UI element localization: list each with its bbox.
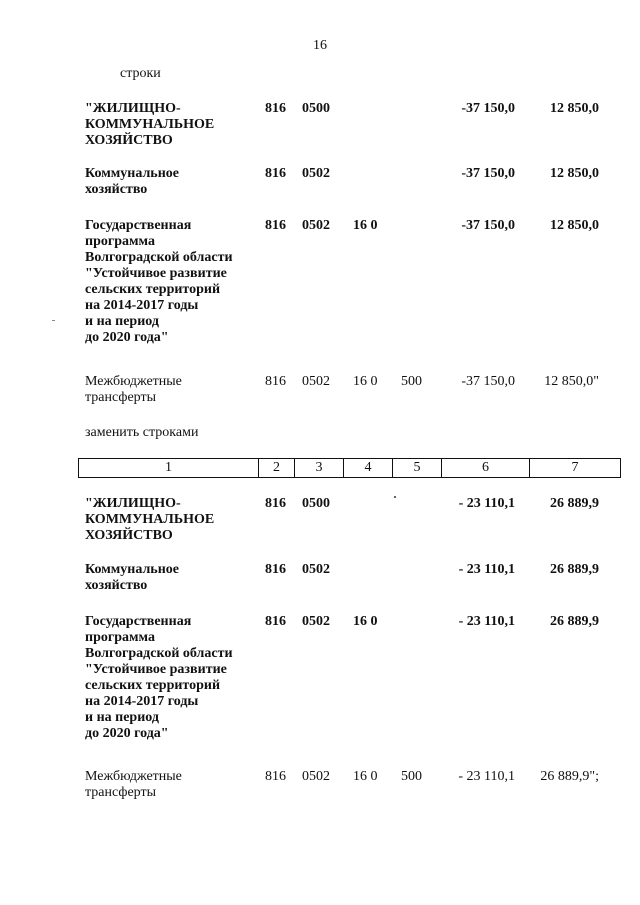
row-total-value: 12 850,0 [550,218,599,233]
column-number-header [78,458,621,478]
margin-mark [52,320,55,321]
row-program: 16 0 [353,218,378,233]
page-number: 16 [313,38,327,53]
row-change-value: - 23 110,1 [458,614,515,629]
row-section: 0500 [302,496,330,511]
row-total-value: 26 889,9 [550,562,599,577]
row-expense-type: 500 [401,769,422,784]
row-ved: 816 [265,166,286,181]
row-ved: 816 [265,374,286,389]
row-program: 16 0 [353,374,378,389]
row-name: "ЖИЛИЩНО- КОММУНАЛЬНОЕ ХОЗЯЙСТВО [85,101,215,148]
row-program: 16 0 [353,769,378,784]
lead-text-strings: строки [120,66,161,81]
row-section: 0502 [302,769,330,784]
row-change-value: -37 150,0 [461,101,515,116]
row-change-value: - 23 110,1 [458,562,515,577]
row-section: 0502 [302,374,330,389]
row-section: 0502 [302,562,330,577]
row-name: "ЖИЛИЩНО- КОММУНАЛЬНОЕ ХОЗЯЙСТВО [85,496,215,543]
row-program: 16 0 [353,614,378,629]
row-ved: 816 [265,769,286,784]
row-name: Государственная программа Волгоградской области "Устойчивое развитие сельских территорий на 2014-2017 годы и на период до 2020 года" [85,218,233,345]
row-name: Коммунальное хозяйство [85,562,179,593]
row-total-value: 12 850,0" [544,374,599,389]
column-number-7: 7 [530,459,621,478]
row-total-value: 26 889,9 [550,614,599,629]
row-section: 0502 [302,218,330,233]
row-change-value: -37 150,0 [461,166,515,181]
row-expense-type: 500 [401,374,422,389]
row-name: Коммунальное хозяйство [85,166,179,197]
row-total-value: 26 889,9 [550,496,599,511]
lead-text-replace-with: заменить строками [85,425,199,440]
row-ved: 816 [265,101,286,116]
row-change-value: -37 150,0 [461,218,515,233]
column-number-4: 4 [344,459,393,478]
column-number-5: 5 [393,459,442,478]
column-number-1: 1 [79,459,259,478]
column-number-2: 2 [259,459,295,478]
row-name: Государственная программа Волгоградской области "Устойчивое развитие сельских территорий на 2014-2017 годы и на период до 2020 года" [85,614,233,741]
row-ved: 816 [265,218,286,233]
row-name: Межбюджетные трансферты [85,769,182,800]
row-ved: 816 [265,562,286,577]
row-section: 0502 [302,166,330,181]
column-number-6: 6 [442,459,530,478]
row-section: 0502 [302,614,330,629]
row-total-value: 12 850,0 [550,166,599,181]
row-change-value: - 23 110,1 [458,769,515,784]
scan-speck [394,496,396,498]
row-change-value: - 23 110,1 [458,496,515,511]
row-name: Межбюджетные трансферты [85,374,182,405]
row-section: 0500 [302,101,330,116]
column-number-3: 3 [295,459,344,478]
row-total-value: 12 850,0 [550,101,599,116]
row-total-value: 26 889,9"; [540,769,599,784]
row-ved: 816 [265,496,286,511]
row-change-value: -37 150,0 [461,374,515,389]
row-ved: 816 [265,614,286,629]
